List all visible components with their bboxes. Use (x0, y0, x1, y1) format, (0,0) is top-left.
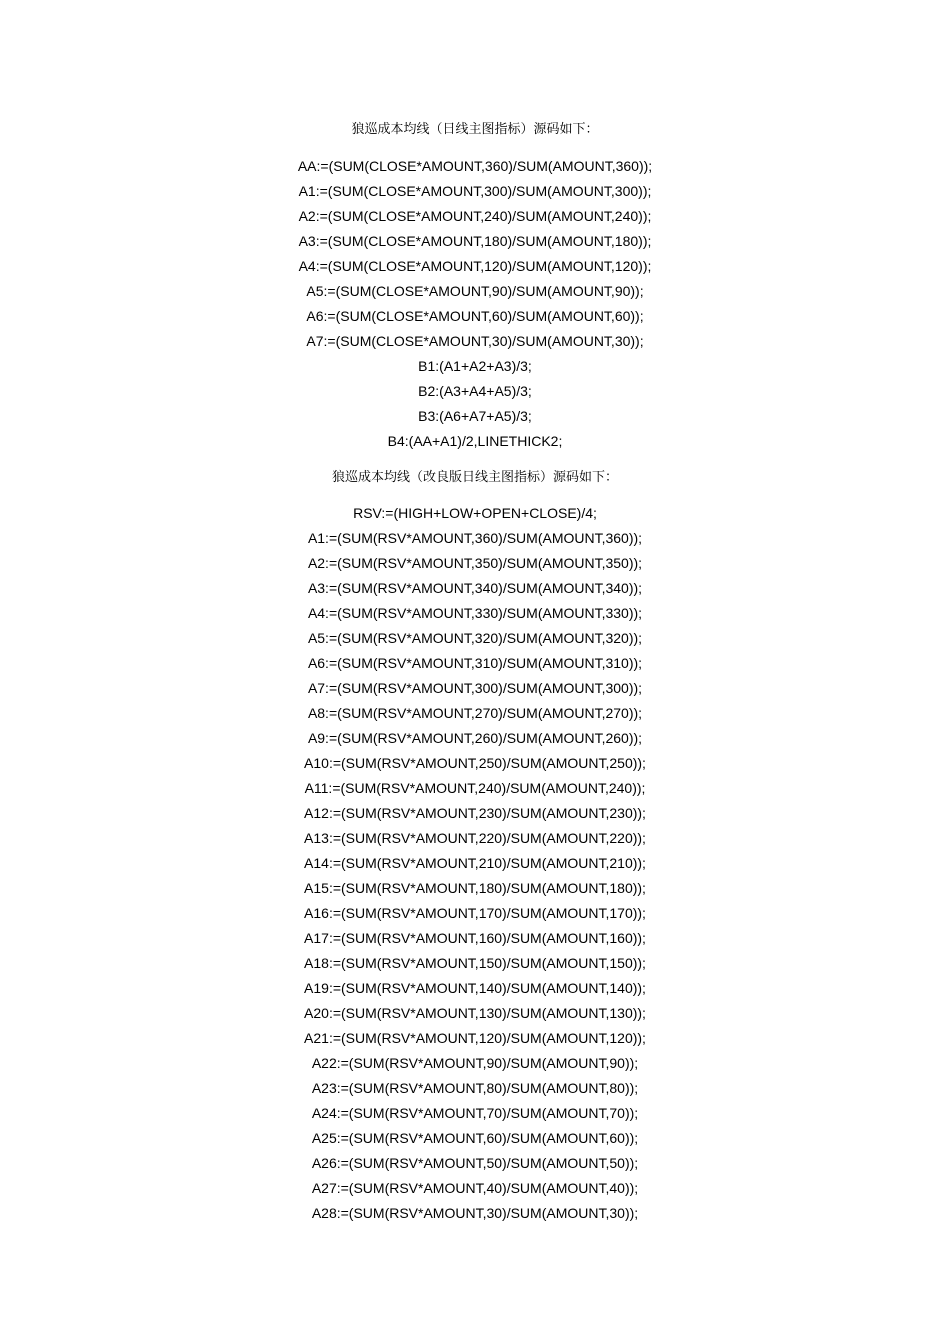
formula-line: A18:=(SUM(RSV*AMOUNT,150)/SUM(AMOUNT,150)); (304, 955, 646, 971)
formula-line: A5:=(SUM(CLOSE*AMOUNT,90)/SUM(AMOUNT,90)); (306, 283, 644, 299)
formula-line: A7:=(SUM(CLOSE*AMOUNT,30)/SUM(AMOUNT,30)); (306, 333, 644, 349)
formula-line: A24:=(SUM(RSV*AMOUNT,70)/SUM(AMOUNT,70)); (311, 1105, 639, 1121)
formula-line: B3:(A6+A7+A5)/3; (418, 408, 532, 424)
formula-line: A3:=(SUM(RSV*AMOUNT,340)/SUM(AMOUNT,340)); (307, 580, 643, 596)
formula-line: A15:=(SUM(RSV*AMOUNT,180)/SUM(AMOUNT,180)); (304, 880, 646, 896)
formula-line: A27:=(SUM(RSV*AMOUNT,40)/SUM(AMOUNT,40)); (311, 1180, 639, 1196)
formula-line: A19:=(SUM(RSV*AMOUNT,140)/SUM(AMOUNT,140)); (304, 980, 646, 996)
formula-line: A8:=(SUM(RSV*AMOUNT,270)/SUM(AMOUNT,270)); (307, 705, 643, 721)
indicator-section-original (0, 118, 950, 454)
formula-line: A3:=(SUM(CLOSE*AMOUNT,180)/SUM(AMOUNT,180)); (298, 233, 652, 249)
formula-line: A17:=(SUM(RSV*AMOUNT,160)/SUM(AMOUNT,160)); (304, 930, 646, 946)
formula-line: A13:=(SUM(RSV*AMOUNT,220)/SUM(AMOUNT,220)); (304, 830, 646, 846)
formula-line: A9:=(SUM(RSV*AMOUNT,260)/SUM(AMOUNT,260)); (307, 730, 643, 746)
formula-line: A14:=(SUM(RSV*AMOUNT,210)/SUM(AMOUNT,210)); (304, 855, 646, 871)
section-heading: 狼巡成本均线（日线主图指标）源码如下： (351, 122, 599, 137)
formula-line: B1:(A1+A2+A3)/3; (418, 358, 532, 374)
formula-line: A5:=(SUM(RSV*AMOUNT,320)/SUM(AMOUNT,320)); (307, 630, 643, 646)
formula-line: RSV:=(HIGH+LOW+OPEN+CLOSE)/4; (353, 505, 597, 521)
formula-line: AA:=(SUM(CLOSE*AMOUNT,360)/SUM(AMOUNT,360)); (297, 158, 653, 174)
formula-line: A25:=(SUM(RSV*AMOUNT,60)/SUM(AMOUNT,60)); (311, 1130, 639, 1146)
formula-line: B4:(AA+A1)/2,LINETHICK2; (387, 433, 563, 449)
formula-line: A12:=(SUM(RSV*AMOUNT,230)/SUM(AMOUNT,230)); (304, 805, 646, 821)
formula-line: A20:=(SUM(RSV*AMOUNT,130)/SUM(AMOUNT,130)); (304, 1005, 646, 1021)
formula-line: A6:=(SUM(RSV*AMOUNT,310)/SUM(AMOUNT,310)); (307, 655, 643, 671)
formula-line: A7:=(SUM(RSV*AMOUNT,300)/SUM(AMOUNT,300)); (307, 680, 643, 696)
formula-line: A23:=(SUM(RSV*AMOUNT,80)/SUM(AMOUNT,80)); (311, 1080, 639, 1096)
section-heading: 狼巡成本均线（改良版日线主图指标）源码如下： (331, 470, 618, 485)
formula-line: A1:=(SUM(RSV*AMOUNT,360)/SUM(AMOUNT,360)); (307, 530, 643, 546)
formula-line: A10:=(SUM(RSV*AMOUNT,250)/SUM(AMOUNT,250)); (304, 755, 646, 771)
formula-line: A4:=(SUM(CLOSE*AMOUNT,120)/SUM(AMOUNT,120)); (298, 258, 652, 274)
formula-line: A28:=(SUM(RSV*AMOUNT,30)/SUM(AMOUNT,30)); (311, 1205, 639, 1221)
formula-line: A26:=(SUM(RSV*AMOUNT,50)/SUM(AMOUNT,50)); (311, 1155, 639, 1171)
formula-line: B2:(A3+A4+A5)/3; (418, 383, 532, 399)
formula-line: A22:=(SUM(RSV*AMOUNT,90)/SUM(AMOUNT,90)); (311, 1055, 639, 1071)
formula-line: A21:=(SUM(RSV*AMOUNT,120)/SUM(AMOUNT,120)); (304, 1030, 646, 1046)
formula-line: A2:=(SUM(RSV*AMOUNT,350)/SUM(AMOUNT,350)); (307, 555, 643, 571)
formula-list (0, 154, 950, 454)
formula-line: A11:=(SUM(RSV*AMOUNT,240)/SUM(AMOUNT,240)); (304, 780, 646, 796)
formula-line: A6:=(SUM(CLOSE*AMOUNT,60)/SUM(AMOUNT,60)); (306, 308, 644, 324)
indicator-section-improved (0, 466, 950, 1226)
formula-line: A1:=(SUM(CLOSE*AMOUNT,300)/SUM(AMOUNT,300)); (298, 183, 652, 199)
formula-line: A16:=(SUM(RSV*AMOUNT,170)/SUM(AMOUNT,170)); (304, 905, 646, 921)
formula-list (0, 501, 950, 1226)
formula-line: A4:=(SUM(RSV*AMOUNT,330)/SUM(AMOUNT,330)); (307, 605, 643, 621)
formula-line: A2:=(SUM(CLOSE*AMOUNT,240)/SUM(AMOUNT,240)); (298, 208, 652, 224)
